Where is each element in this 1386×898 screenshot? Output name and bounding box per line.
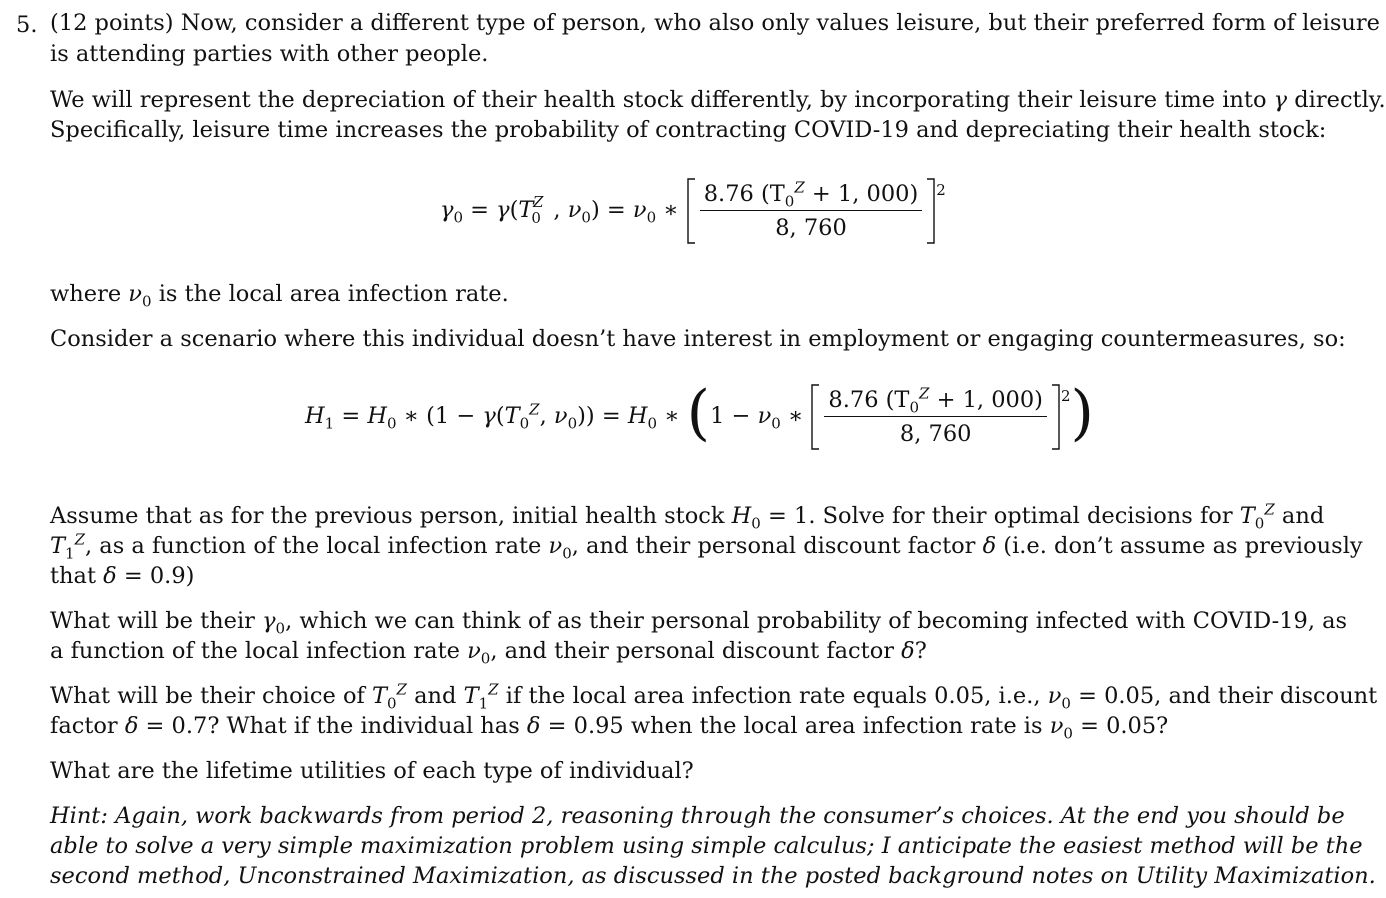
right-bracket-icon bbox=[926, 178, 936, 244]
para5-line2: a function of the local infection rate $\nu_0$, and their personal discount factor δ? bbox=[50, 638, 927, 668]
right-bracket-icon bbox=[1051, 384, 1061, 450]
para3: Consider a scenario where this individual doesn’t have interest in employment or engaging countermeasures, so: bbox=[50, 326, 1346, 352]
para1-line2: Specifically, leisure time increases the probability of contracting COVID-19 and depreciating their health stock: bbox=[50, 117, 1327, 143]
equation-gamma: $\gamma_0 = \gamma(T_0^Z$ , $\nu_0) = \nu_0$ ∗ $\frac{8.76 (T_0^Z + 1, 000)}{8, 760}$ $^2$ bbox=[440, 178, 946, 244]
fraction-2: $\frac{8.76 (T_0^Z + 1, 000)}{8, 760}$ bbox=[824, 387, 1047, 447]
left-bracket-icon bbox=[686, 178, 696, 244]
para2: where $\nu_0$ is the local area infection rate. bbox=[50, 281, 509, 311]
para4-line2: $T_1^Z$, as a function of the local infection rate $\nu_0$, and their personal discount factor δ (i.e. don’t assume as previously bbox=[50, 530, 1363, 563]
question-intro-line2: is attending parties with other people. bbox=[50, 41, 489, 67]
para5-line1: What will be their $\gamma_0$, which we can think of as their personal probability of becoming infected with COVID-19, as bbox=[50, 608, 1348, 638]
para4-line1: Assume that as for the previous person, initial health stock $H_0 = 1$. Solve for their optimal decisions for $T_0^Z$ and bbox=[50, 500, 1325, 533]
question-intro-line1: (12 points) Now, consider a different type of person, who also only values leisure, but their preferred form of leisure bbox=[50, 10, 1380, 36]
equation-health-stock: $H_1 = H_0$ ∗ ($1 - \gamma(T_0^Z$, $\nu_0)) = H_0$ ∗ ($1 - \nu_0$ ∗ $\frac{8.76 (T_0^Z + 1, 000)}{8, 760}$ $^2$) bbox=[305, 378, 1094, 448]
para6-line1: What will be their choice of $T_0^Z$ and $T_1^Z$ if the local area infection rate equals 0.05, i.e., $\nu_0 = 0.05$, and their discount bbox=[50, 680, 1378, 713]
para6-line2: factor δ = 0.7? What if the individual has δ = 0.95 when the local area infection rate is $\nu_0 = 0.05$? bbox=[50, 713, 1169, 743]
fraction-1: $\frac{8.76 (T_0^Z + 1, 000)}{8, 760}$ bbox=[700, 181, 923, 241]
para1-line1: We will represent the depreciation of their health stock differently, by incorporating their leisure time into γ directly. bbox=[50, 87, 1386, 113]
left-bracket-icon bbox=[810, 384, 820, 450]
hint-line2: able to solve a very simple maximization problem using simple calculus; I anticipate the easiest method will be the bbox=[50, 833, 1363, 859]
para4-line3: that δ = 0.9) bbox=[50, 563, 195, 589]
question-number: 5. bbox=[16, 12, 38, 38]
hint-line3: second method, Unconstrained Maximization, as discussed in the posted background notes on Utility Maximization. bbox=[50, 863, 1376, 889]
hint-line1: Hint: Again, work backwards from period 2, reasoning through the consumer’s choices. At the end you should be bbox=[50, 803, 1345, 829]
para7: What are the lifetime utilities of each type of individual? bbox=[50, 758, 694, 784]
